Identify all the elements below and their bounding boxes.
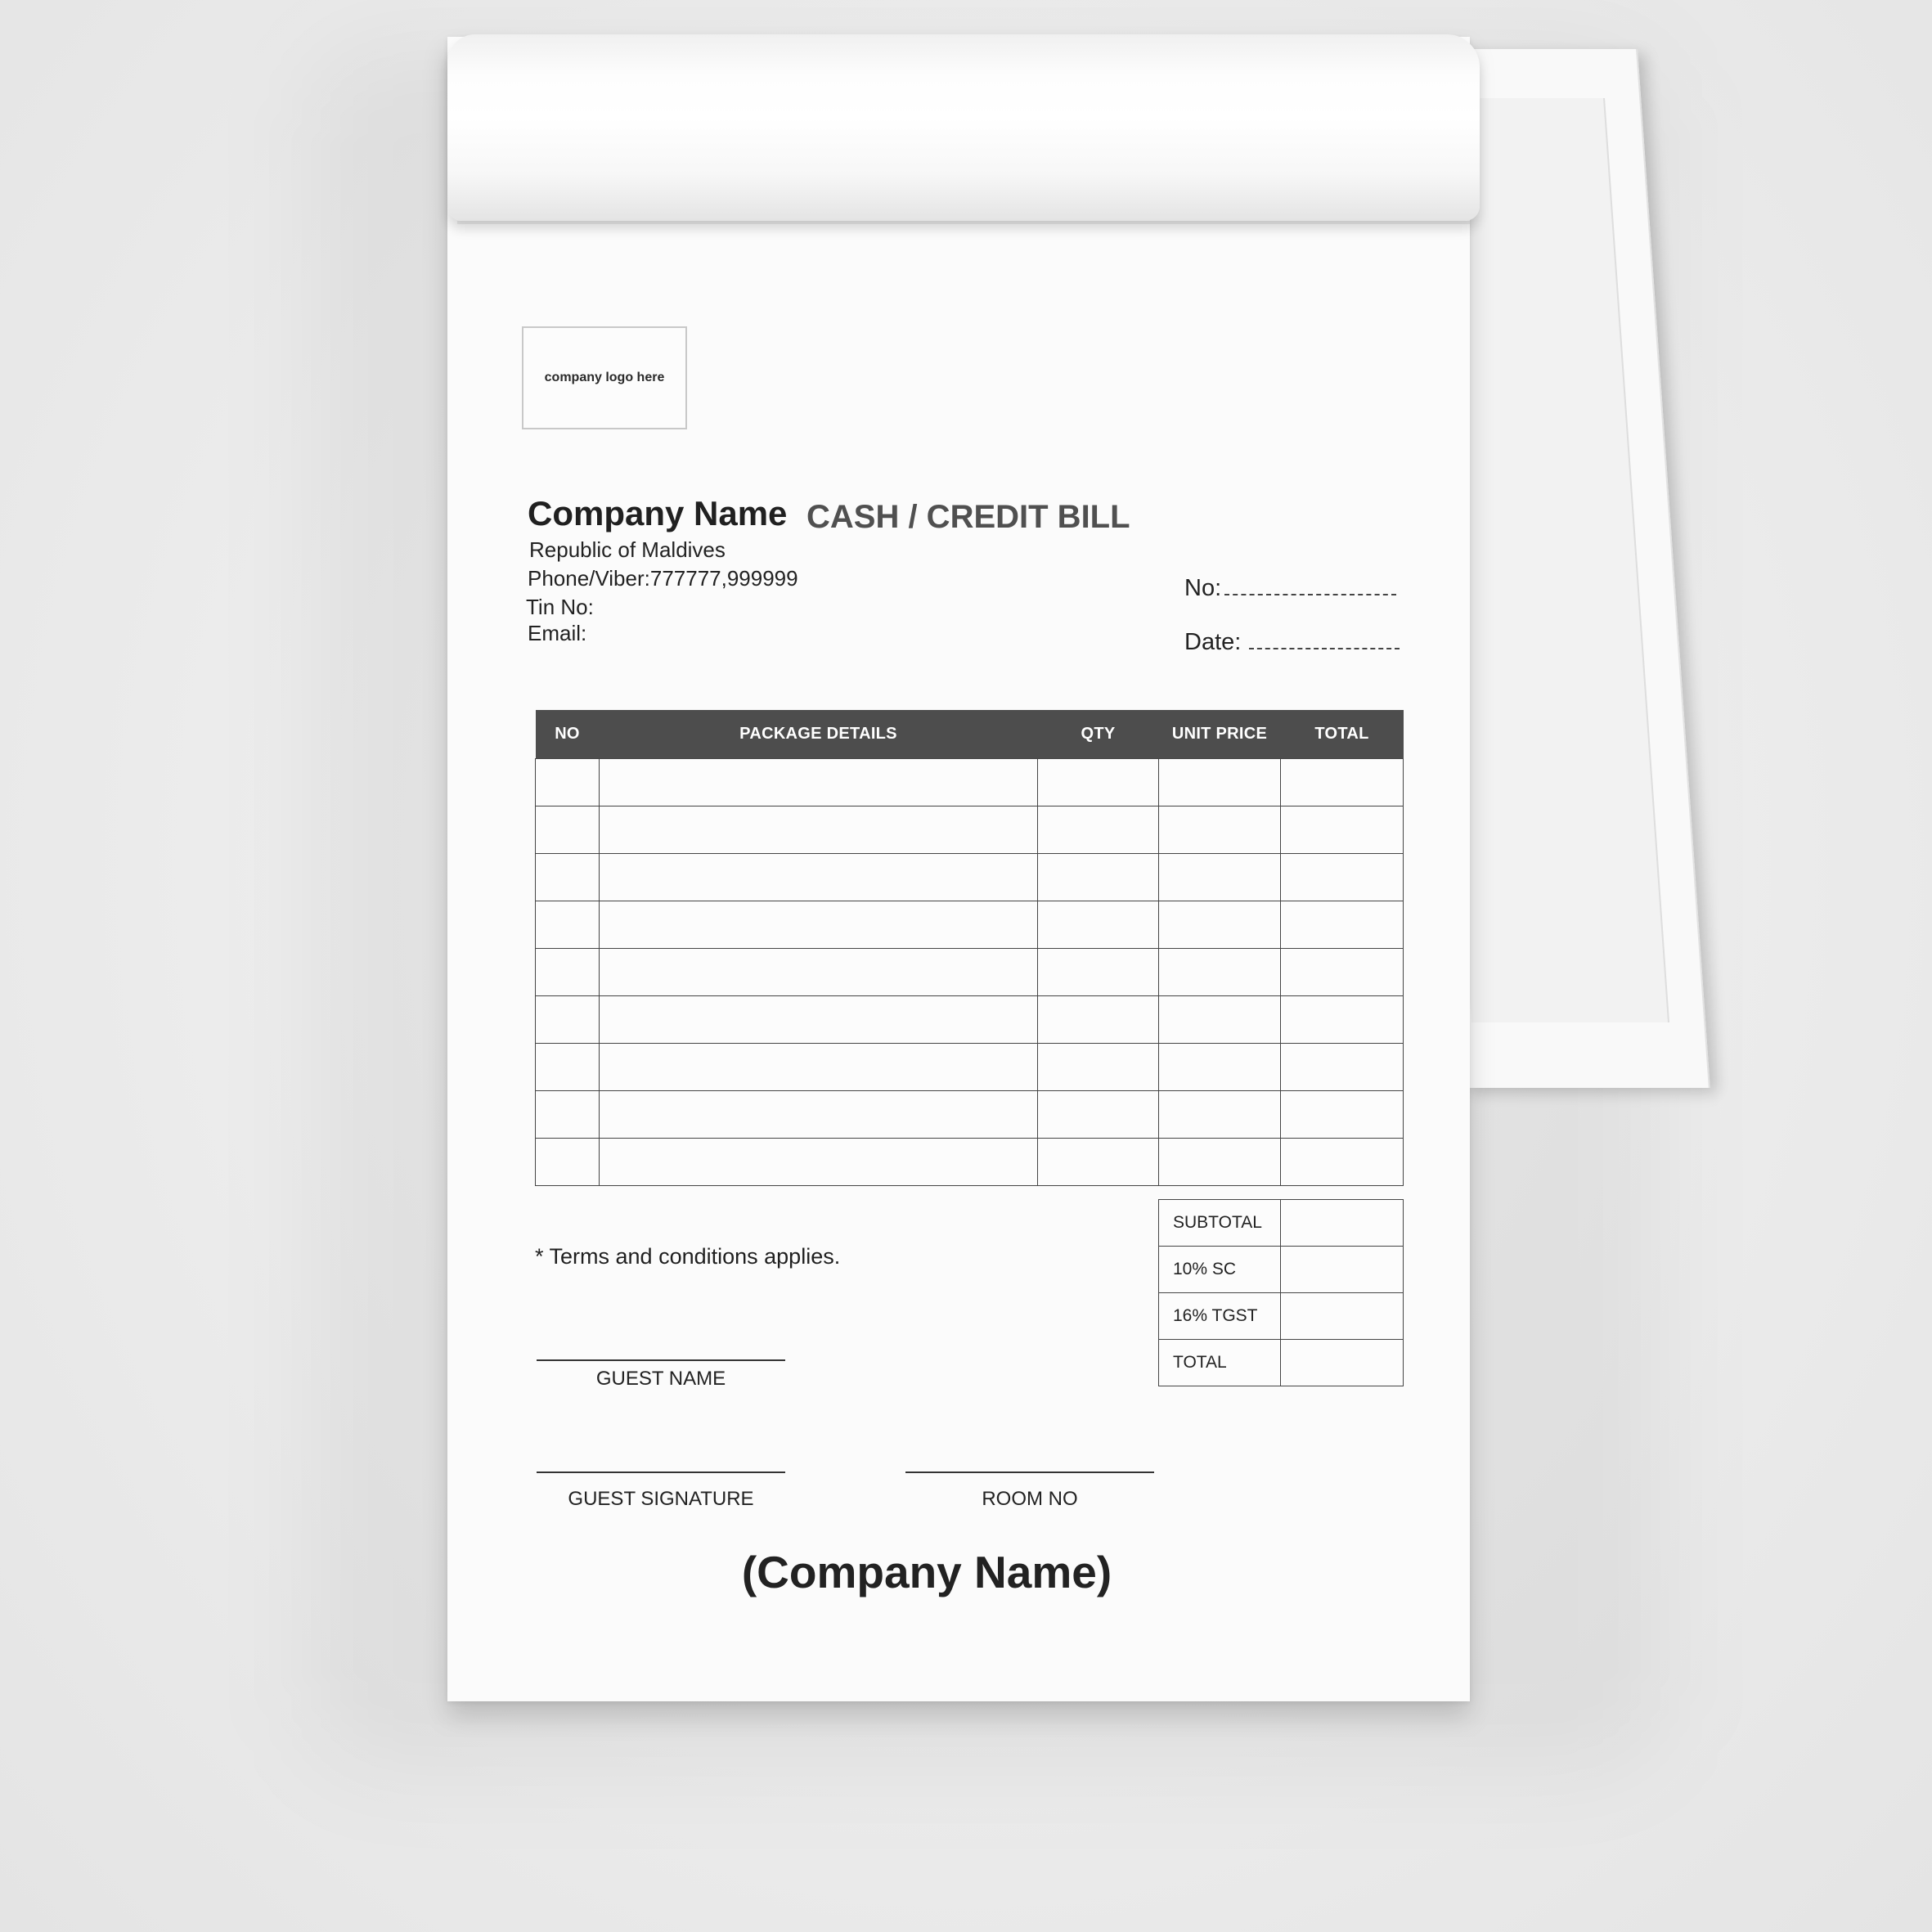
table-row: [536, 949, 1404, 996]
bill-number-line: [1224, 594, 1396, 595]
room-no-label: ROOM NO: [982, 1488, 1078, 1510]
company-address: Republic of Maldives: [529, 537, 726, 562]
terms-note: * Terms and conditions applies.: [535, 1244, 841, 1269]
guest-signature-label: GUEST SIGNATURE: [568, 1488, 754, 1510]
cell-qty[interactable]: [1038, 1091, 1159, 1139]
cell-unit-price[interactable]: [1159, 759, 1281, 806]
table-row: [536, 901, 1404, 949]
table-row: [536, 1091, 1404, 1139]
cell-no[interactable]: [536, 1139, 600, 1186]
company-phone: Phone/Viber:777777,999999: [528, 566, 798, 591]
bill-date-line: [1249, 648, 1400, 649]
grand-total-row: [1159, 1340, 1404, 1386]
cell-total[interactable]: [1281, 996, 1404, 1044]
tgst-row: [1159, 1293, 1404, 1340]
grand-total-label: TOTAL: [1159, 1340, 1281, 1386]
cell-unit-price[interactable]: [1159, 1091, 1281, 1139]
guest-name-line[interactable]: [537, 1359, 785, 1361]
cell-package-details[interactable]: [600, 996, 1038, 1044]
cell-package-details[interactable]: [600, 1091, 1038, 1139]
table-row: [536, 1139, 1404, 1186]
cell-qty[interactable]: [1038, 996, 1159, 1044]
cell-unit-price[interactable]: [1159, 806, 1281, 854]
cell-qty[interactable]: [1038, 949, 1159, 996]
cell-qty[interactable]: [1038, 759, 1159, 806]
column-header-total: TOTAL: [1281, 710, 1404, 759]
cell-no[interactable]: [536, 1091, 600, 1139]
service-charge-row: [1159, 1247, 1404, 1293]
cell-unit-price[interactable]: [1159, 996, 1281, 1044]
cell-total[interactable]: [1281, 806, 1404, 854]
tgst-label: 16% TGST: [1159, 1293, 1281, 1340]
cell-total[interactable]: [1281, 901, 1404, 949]
cell-total[interactable]: [1281, 1139, 1404, 1186]
totals-table: [1158, 1199, 1404, 1386]
guest-name-label: GUEST NAME: [595, 1368, 726, 1390]
cell-unit-price[interactable]: [1159, 1044, 1281, 1091]
cell-no[interactable]: [536, 806, 600, 854]
logo-placeholder-text: company logo here: [544, 371, 665, 384]
cell-package-details[interactable]: [600, 1139, 1038, 1186]
cell-no[interactable]: [536, 901, 600, 949]
cell-package-details[interactable]: [600, 1044, 1038, 1091]
company-logo-placeholder: [522, 326, 687, 429]
cell-unit-price[interactable]: [1159, 854, 1281, 901]
cell-no[interactable]: [536, 854, 600, 901]
cell-total[interactable]: [1281, 759, 1404, 806]
items-table: [535, 710, 1404, 1186]
cell-no[interactable]: [536, 949, 600, 996]
cell-qty[interactable]: [1038, 1139, 1159, 1186]
cell-total[interactable]: [1281, 854, 1404, 901]
subtotal-value[interactable]: [1281, 1200, 1404, 1247]
table-row: [536, 996, 1404, 1044]
service-charge-label: 10% SC: [1159, 1247, 1281, 1293]
cell-package-details[interactable]: [600, 854, 1038, 901]
tgst-value[interactable]: [1281, 1293, 1404, 1340]
cell-package-details[interactable]: [600, 759, 1038, 806]
table-row: [536, 759, 1404, 806]
service-charge-value[interactable]: [1281, 1247, 1404, 1293]
grand-total-value[interactable]: [1281, 1340, 1404, 1386]
column-header-qty: QTY: [1038, 710, 1159, 759]
room-no-line[interactable]: [905, 1471, 1154, 1473]
subtotal-row: [1159, 1200, 1404, 1247]
cell-unit-price[interactable]: [1159, 949, 1281, 996]
column-header-package-details: PACKAGE DETAILS: [600, 710, 1038, 759]
table-row: [536, 854, 1404, 901]
cell-no[interactable]: [536, 759, 600, 806]
guest-signature-line[interactable]: [537, 1471, 785, 1473]
items-table-header: [536, 710, 1404, 759]
cell-total[interactable]: [1281, 949, 1404, 996]
bill-date-field[interactable]: [1184, 629, 1400, 656]
cell-qty[interactable]: [1038, 1044, 1159, 1091]
cell-no[interactable]: [536, 996, 600, 1044]
bill-title: CASH / CREDIT BILL: [806, 499, 1130, 535]
cell-package-details[interactable]: [600, 949, 1038, 996]
cell-qty[interactable]: [1038, 901, 1159, 949]
bill-number-field[interactable]: [1184, 575, 1396, 602]
cell-unit-price[interactable]: [1159, 901, 1281, 949]
bill-number-label: No:: [1184, 575, 1222, 601]
company-tin: Tin No:: [526, 595, 594, 619]
table-row: [536, 1044, 1404, 1091]
cell-no[interactable]: [536, 1044, 600, 1091]
subtotal-label: SUBTOTAL: [1159, 1200, 1281, 1247]
cell-total[interactable]: [1281, 1044, 1404, 1091]
pad-binding: [447, 34, 1480, 221]
cell-qty[interactable]: [1038, 854, 1159, 901]
cell-unit-price[interactable]: [1159, 1139, 1281, 1186]
company-email: Email:: [528, 621, 587, 645]
cell-qty[interactable]: [1038, 806, 1159, 854]
bill-date-label: Date:: [1184, 629, 1242, 655]
cell-package-details[interactable]: [600, 901, 1038, 949]
column-header-unit-price: UNIT PRICE: [1159, 710, 1281, 759]
column-header-no: NO: [536, 710, 600, 759]
cell-total[interactable]: [1281, 1091, 1404, 1139]
table-row: [536, 806, 1404, 854]
cell-package-details[interactable]: [600, 806, 1038, 854]
footer-company-name: (Company Name): [741, 1547, 1112, 1597]
company-name: Company Name: [528, 494, 788, 532]
